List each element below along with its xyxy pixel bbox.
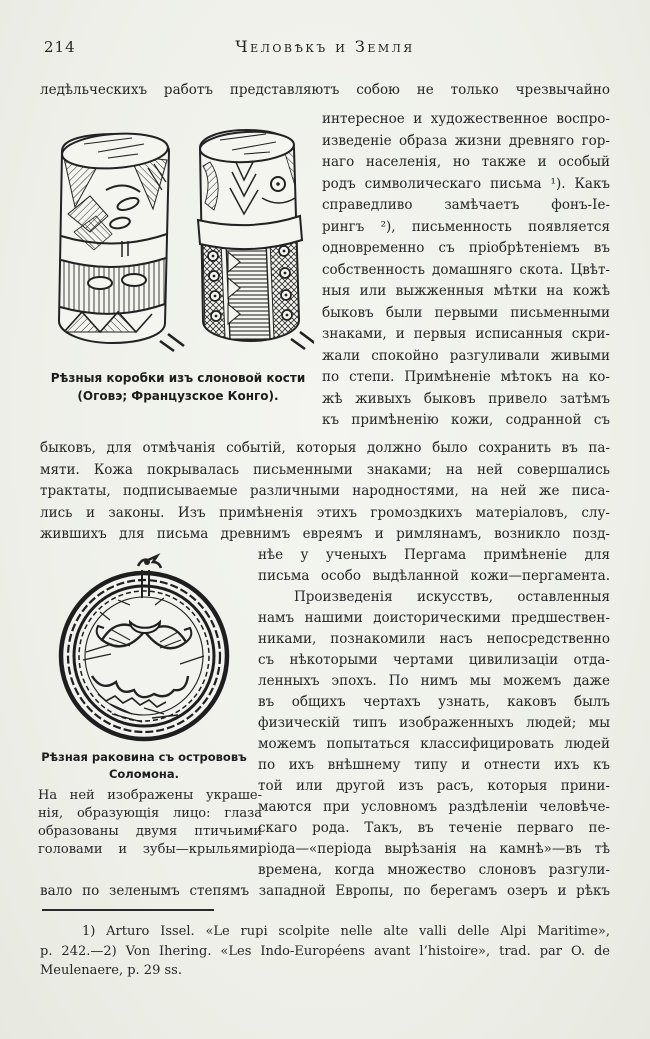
text-line: Произведенія искусствъ, оставленныя: [294, 589, 610, 605]
text-line: быковъ, для отмѣчанія событій, которыя должно было сохранить въ па-: [40, 440, 610, 456]
text-line: той или другой изъ расъ, которыя прини-: [258, 778, 610, 794]
text-line: На ней изображены украше-: [38, 788, 262, 803]
text-line: письма особо выдѣланной кожи—пергамента.: [258, 568, 610, 584]
text-line: Meulenaere, p. 29 ss.: [40, 963, 182, 978]
text-line: родъ символическаго письма ¹). Какъ: [322, 175, 610, 192]
text-line: нія, образующія лицо: глаза: [38, 806, 262, 821]
text-line: головами и зубы—крыльями.: [38, 842, 262, 857]
text-line: интересное и художественное воспро-: [322, 111, 610, 127]
figure1-caption: [40, 369, 316, 405]
paragraph-line: ледѣльческихъ работъ представляютъ собою не только чрезвычайно: [40, 82, 610, 98]
text-line: знаками, и первыя исписанныя скри-: [322, 326, 610, 342]
text-line: образованы двумя птичьими: [38, 824, 262, 839]
paragraph-line: вало по зеленымъ степямъ западной Европы, по берегамъ озеръ и рѣкъ: [40, 883, 610, 899]
text-line: собственность домашняго скота. Цвѣт-: [322, 261, 610, 278]
text-line: Рѣзныя коробки изъ слоновой кости: [50, 371, 306, 385]
text-line: Рѣзная раковина съ острововъ: [41, 750, 247, 764]
text-line: жали спокойно разгуливали живыми: [322, 347, 610, 364]
text-line: ныя или выжженныя мѣтки на кожѣ: [322, 283, 610, 299]
text-line: ленныхъ эпохъ. По нимъ мы можемъ даже: [258, 673, 610, 689]
text-line: времена, когда множество слоновъ разгули-: [258, 862, 610, 878]
text-line: къ примѣненію кожи, содранной съ: [322, 412, 610, 428]
text-line: можемъ попытаться классифицировать людей: [258, 736, 610, 752]
text-line: одновременно съ пріобрѣтеніемъ въ: [322, 240, 610, 256]
text-line: нѣе у ученыхъ Пергама примѣненіе для: [258, 547, 610, 563]
text-line: быковъ были первыми письменными: [322, 304, 610, 321]
text-line: изведеніе образа жизни древняго гор-: [322, 132, 610, 149]
text-line: Соломона.: [108, 767, 180, 781]
text-line: (Оговэ; Французское Конго).: [77, 389, 279, 403]
figure2-note: [38, 787, 262, 859]
footnotes: [40, 922, 610, 981]
running-header: Человѣкъ и Земля: [235, 37, 415, 56]
text-line: мяти. Кожа покрывалась письменными знаками; на ней совершались: [40, 461, 610, 478]
figure-ivory-boxes: [48, 110, 314, 364]
column-text-1: [322, 109, 610, 432]
text-line: наго населенія, но также и особый: [322, 154, 610, 170]
footnote-divider: [42, 909, 214, 911]
full-width-text: [40, 438, 610, 546]
text-line: въ общихъ чертахъ узнать, каковъ былъ: [258, 694, 610, 710]
page-number: 214: [44, 38, 76, 56]
text-line: скаго рода. Такъ, въ теченіе перваго пе-: [258, 820, 610, 836]
text-line: маются при условномъ раздѣленіи человѣче-: [258, 799, 610, 815]
text-line: ріода—«періода вырѣзанія на камнѣ»—въ тѣ: [258, 841, 610, 857]
text-line: намъ нашими доисторическими предшествен-: [258, 610, 610, 626]
text-line: справедливо замѣчаетъ фонъ-Іе-: [322, 197, 610, 213]
text-line: съ нѣкоторыми чертами цивилизаціи отда-: [258, 652, 610, 668]
text-line: никами, познакомили насъ непосредственно: [258, 631, 610, 647]
text-line: по ихъ внѣшнему типу и отнести ихъ къ: [258, 757, 610, 773]
ivory-boxes-illustration: [48, 110, 314, 360]
text-line: 1) Arturo Issel. «Le rupi scolpite nelle alte valli delle Alpi Maritime»,: [82, 924, 610, 939]
figure-carved-shell: [52, 552, 238, 748]
text-line: жѣ живыхъ быковъ привело затѣмъ: [322, 390, 610, 407]
text-line: p. 242.—2) Von Ihering. «Les Indo-Européens avant l’histoire», trad. par O. de: [40, 943, 610, 959]
carved-shell-illustration: [52, 552, 238, 744]
text-line: трактаты, подписываемые различными народностями, на ней же писа-: [40, 483, 610, 499]
column-text-2: [258, 545, 610, 881]
text-line: физическій типъ изображенныхъ людей; мы: [258, 715, 610, 731]
text-line: жившихъ для письма древнимъ евреямъ и римлянамъ, возникло позд-: [40, 526, 610, 542]
text-line: лись и законы. Изъ примѣненія этихъ громоздкихъ матеріаловъ, слу-: [40, 504, 610, 521]
figure2-caption: [30, 749, 258, 783]
text-line: рингъ ²), письменность появляется: [322, 218, 610, 235]
text-line: по степи. Примѣненіе мѣтокъ на ко-: [322, 369, 610, 385]
